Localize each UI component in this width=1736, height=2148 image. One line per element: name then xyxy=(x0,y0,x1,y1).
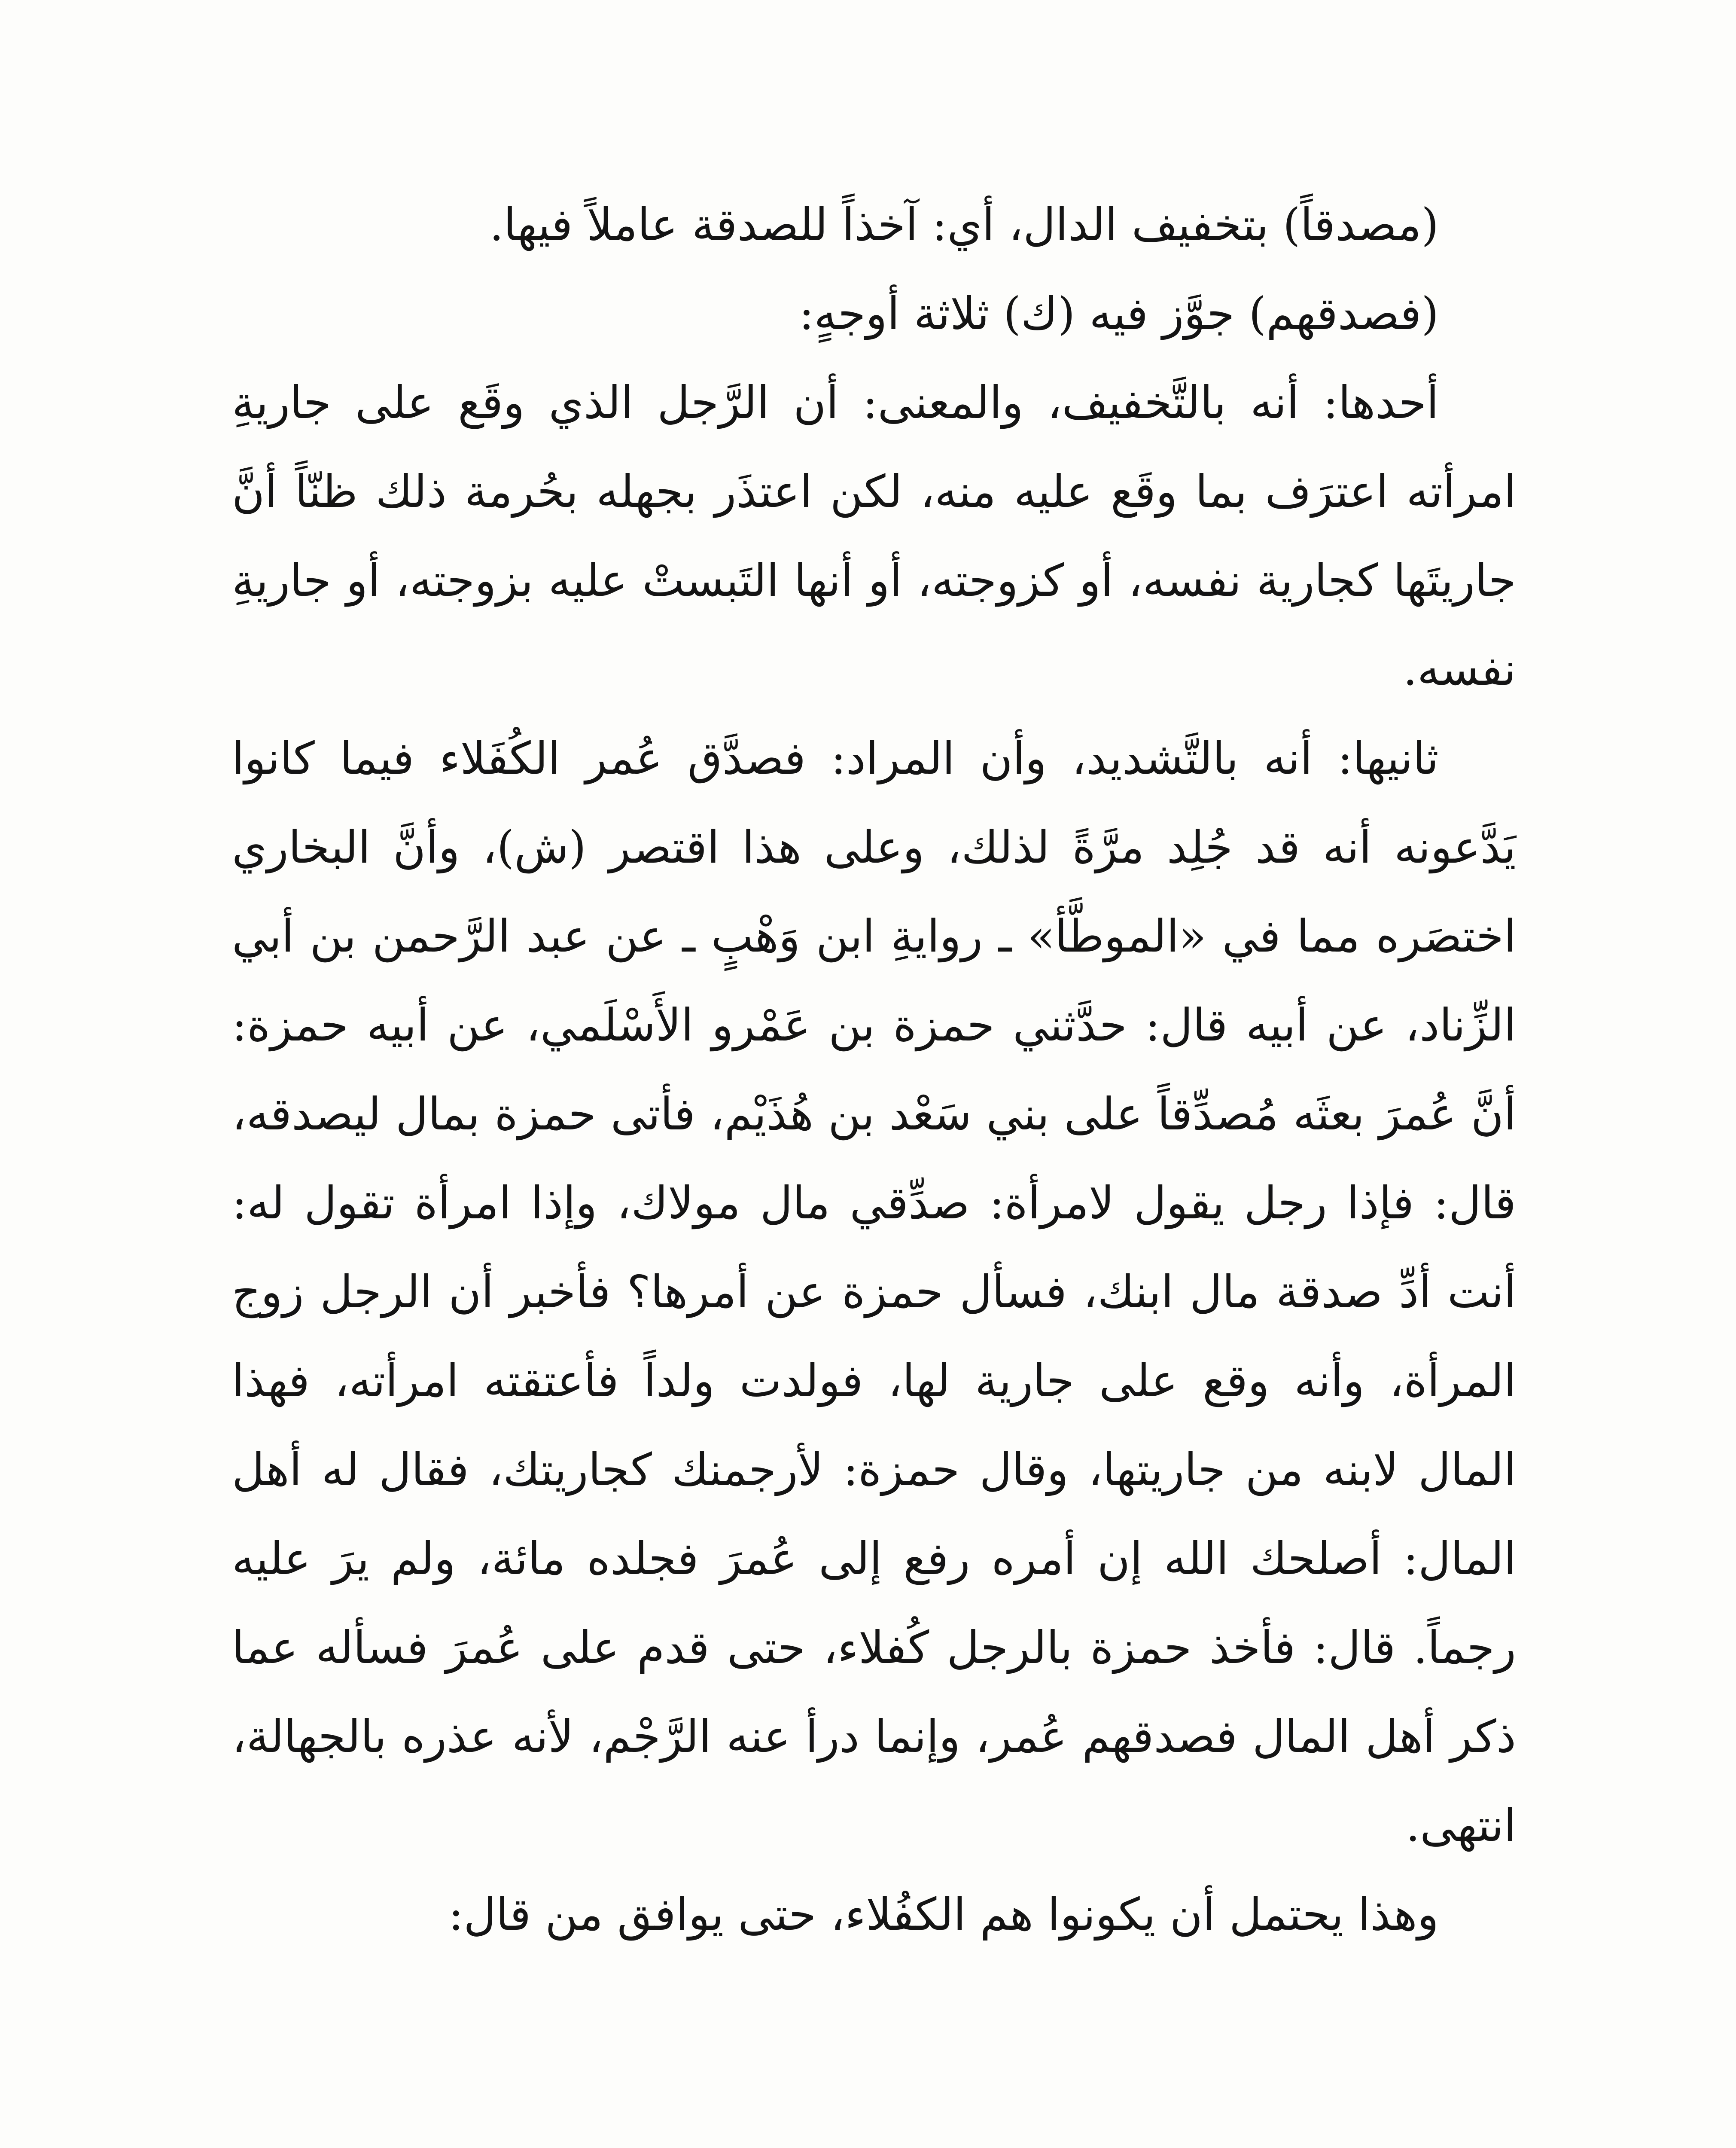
paragraph-second-view: ثانيها: أنه بالتَّشديد، وأن المراد: فصدَّق عُمر الكُفَلاء فيما كانوا يَدَّعونه أنه قد جُلِد مرَّةً لذلك، وعلى هذا اقتصر (ش)، وأنَّ البخاري اختصَره مما في «الموطَّأ» ـ روايةِ ابن وَهْبٍ ـ عن عبد الرَّحمن بن أبي الزِّناد، عن أبيه قال: حدَّثني حمزة بن عَمْرو الأَسْلَمي، عن أبيه حمزة: أنَّ عُمرَ بعثَه مُصدِّقاً على بني سَعْد بن هُذَيْم، فأتى حمزة بمال ليصدقه، قال: فإذا رجل يقول لامرأة: صدِّقي مال مولاك، وإذا امرأة تقول له: أنت أدِّ صدقة مال ابنك، فسأل حمزة عن أمرها؟ فأخبر أن الرجل زوج المرأة، وأنه وقع على جارية لها، فولدت ولداً فأعتقته امرأته، فهذا المال لابنه من جاريتها، وقال حمزة: لأرجمنك كجاريتك، فقال له أهل المال: أصلحك الله إن أمره رفع إلى عُمرَ فجلده مائة، ولم يرَ عليه رجماً. قال: فأخذ حمزة بالرجل كُفلاء، حتى قدم على عُمرَ فسأله عما ذكر أهل المال فصدقهم عُمر، وإنما درأ عنه الرَّجْم، لأنه عذره بالجهالة، انتهى. xyxy=(232,732,1516,1852)
paragraph-closing: وهذا يحتمل أن يكونوا هم الكفُلاء، حتى يوافق من قال: xyxy=(448,1888,1439,1941)
paragraph-gloss-fasaddaqahum: (فصدقهم) جوَّز فيه (ك) ثلاثة أوجهٍ: xyxy=(799,287,1439,340)
body-text xyxy=(232,180,1516,1959)
paragraph-gloss-musaddiqan: (مصدقاً) بتخفيف الدال، أي: آخذاً للصدقة عاملاً فيها. xyxy=(489,198,1439,251)
paragraph-first-view: أحدها: أنه بالتَّخفيف، والمعنى: أن الرَّجل الذي وقَع على جاريةِ امرأته اعترَف بما وقَع عليه منه، لكن اعتذَر بجهله بحُرمة ذلك ظنّاً أنَّ جاريتَها كجارية نفسه، أو كزوجته، أو أنها التَبستْ عليه بزوجته، أو جاريةِ نفسه. xyxy=(232,376,1516,696)
